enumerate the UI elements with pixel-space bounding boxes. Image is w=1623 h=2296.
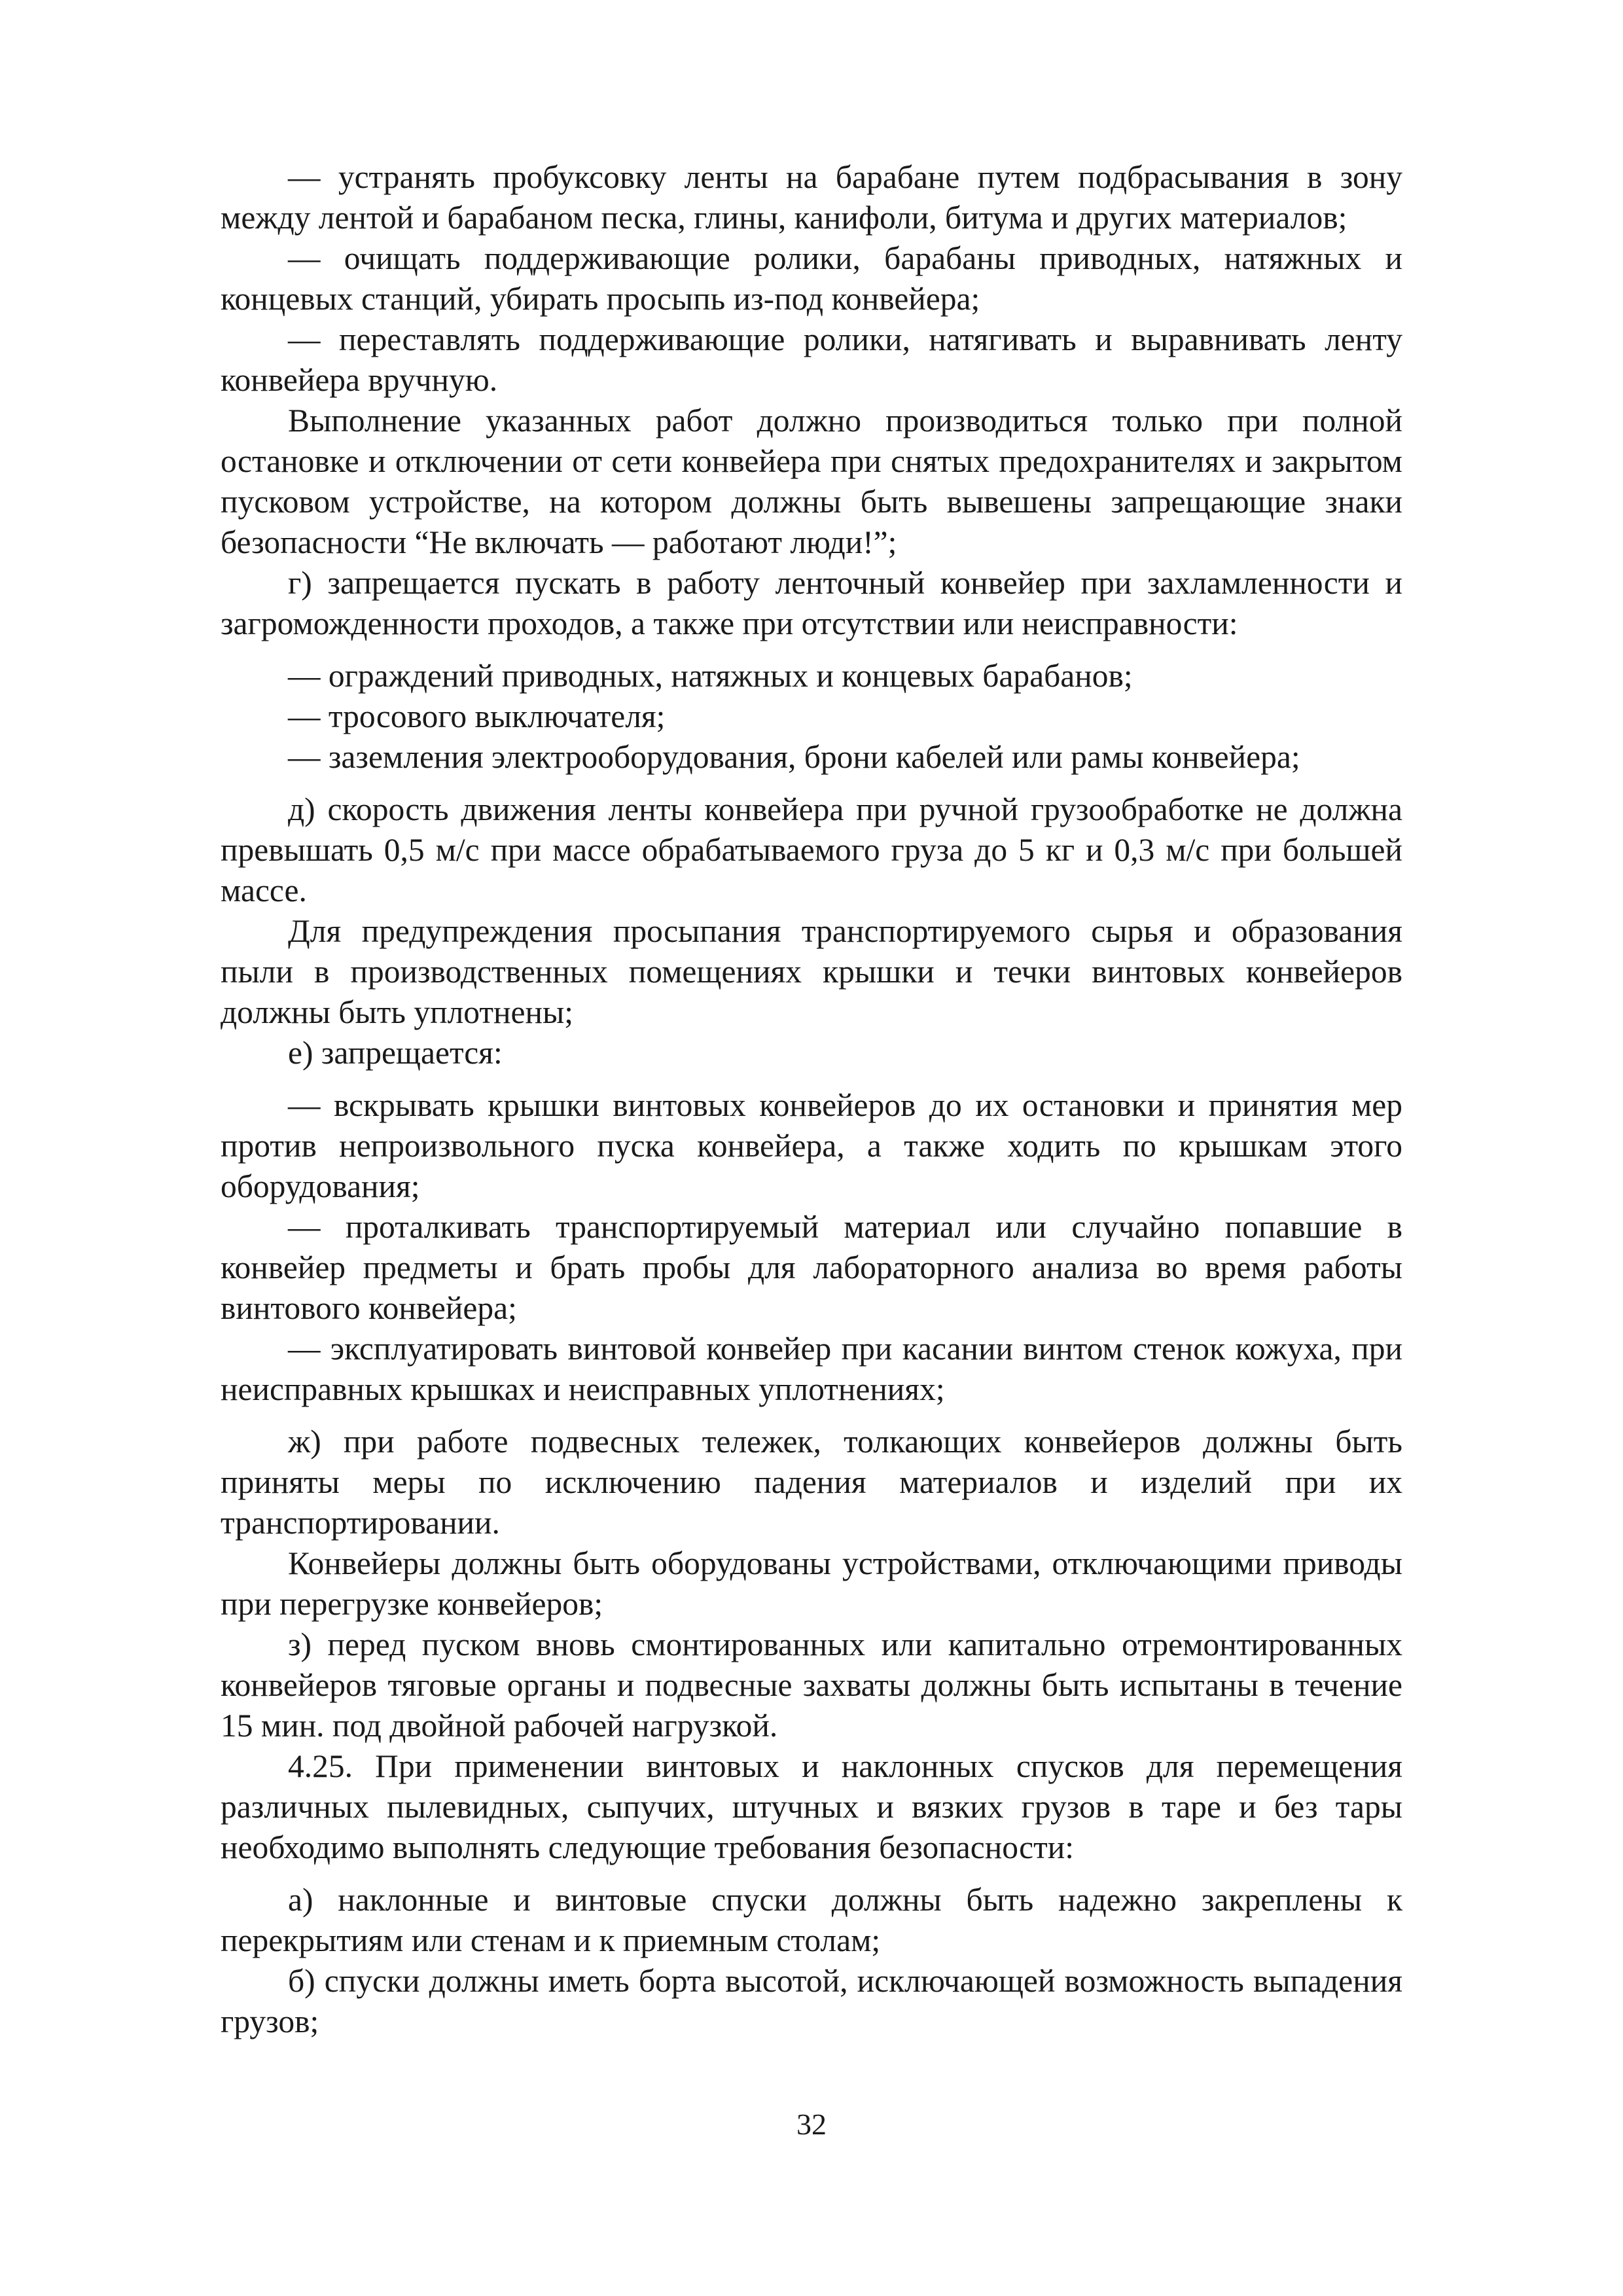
paragraph-13: — проталкивать транспортируемый материал или случайно попавшие в конвейер предметы и брать пробы для лабораторного анализа во время работы винтового конвейера;	[221, 1209, 1402, 1326]
paragraph-14: — эксплуатировать винтовой конвейер при касании винтом стенок кожуха, при неисправных крышках и неисправных уплотнениях;	[221, 1331, 1402, 1407]
paragraph-16: Конвейеры должны быть оборудованы устройствами, отключающими приводы при перегрузке конвейеров;	[221, 1545, 1402, 1622]
paragraph-5: г) запрещается пускать в работу ленточный конвейер при захламленности и загроможденности проходов, а также при отсутствии или неисправности:	[221, 565, 1402, 641]
paragraph-6: — ограждений приводных, натяжных и концевых барабанов;	[288, 658, 1133, 694]
paragraph-9: д) скорость движения ленты конвейера при ручной грузообработке не должна превышать 0,5 м/с при массе обрабатываемого груза до 5 кг и 0,3 м/с при большей массе.	[221, 791, 1402, 908]
paragraph-7: — тросового выключателя;	[288, 698, 666, 734]
paragraph-3: — переставлять поддерживающие ролики, натягивать и выравнивать ленту конвейера вручную.	[221, 321, 1402, 398]
paragraph-19: а) наклонные и винтовые спуски должны быть надежно закреплены к перекрытиям или стенам и к приемным столам;	[221, 1882, 1402, 1958]
paragraph-18: 4.25. При применении винтовых и наклонных спусков для перемещения различных пылевидных, сыпучих, штучных и вязких грузов в таре и без тары необходимо выполнять следующие требования безопасности:	[221, 1748, 1402, 1865]
document-body	[221, 157, 1402, 2042]
paragraph-10: Для предупреждения просыпания транспортируемого сырья и образования пыли в производственных помещениях крышки и течки винтовых конвейеров должны быть уплотнены;	[221, 913, 1402, 1030]
paragraph-12: — вскрывать крышки винтовых конвейеров до их остановки и принятия мер против непроизвольного пуска конвейера, а также ходить по крышкам этого оборудования;	[221, 1087, 1402, 1204]
paragraph-15: ж) при работе подвесных тележек, толкающих конвейеров должны быть приняты меры по исключению падения материалов и изделий при их транспортировании.	[221, 1424, 1402, 1541]
paragraph-4: Выполнение указанных работ должно производиться только при полной остановке и отключении от сети конвейера при снятых предохранителях и закрытом пусковом устройстве, на котором должны быть вывешены запрещающие знаки безопасности “Не включать — работают люди!”;	[221, 403, 1402, 560]
paragraph-20: б) спуски должны иметь борта высотой, исключающей возможность выпадения грузов;	[221, 1963, 1402, 2039]
page-number: 32	[796, 2108, 827, 2141]
paragraph-1: — устранять пробуксовку ленты на барабане путем подбрасывания в зону между лентой и барабаном песка, глины, канифоли, битума и других материалов;	[221, 159, 1402, 236]
paragraph-2: — очищать поддерживающие ролики, барабаны приводных, натяжных и концевых станций, убирать просыпь из-под конвейера;	[221, 240, 1402, 317]
paragraph-8: — заземления электрооборудования, брони кабелей или рамы конвейера;	[288, 739, 1300, 775]
paragraph-11: е) запрещается:	[288, 1035, 503, 1071]
paragraph-17: з) перед пуском вновь смонтированных или капитально отремонтированных конвейеров тяговые органы и подвесные захваты должны быть испытаны в течение 15 мин. под двойной рабочей нагрузкой.	[221, 1626, 1402, 1744]
